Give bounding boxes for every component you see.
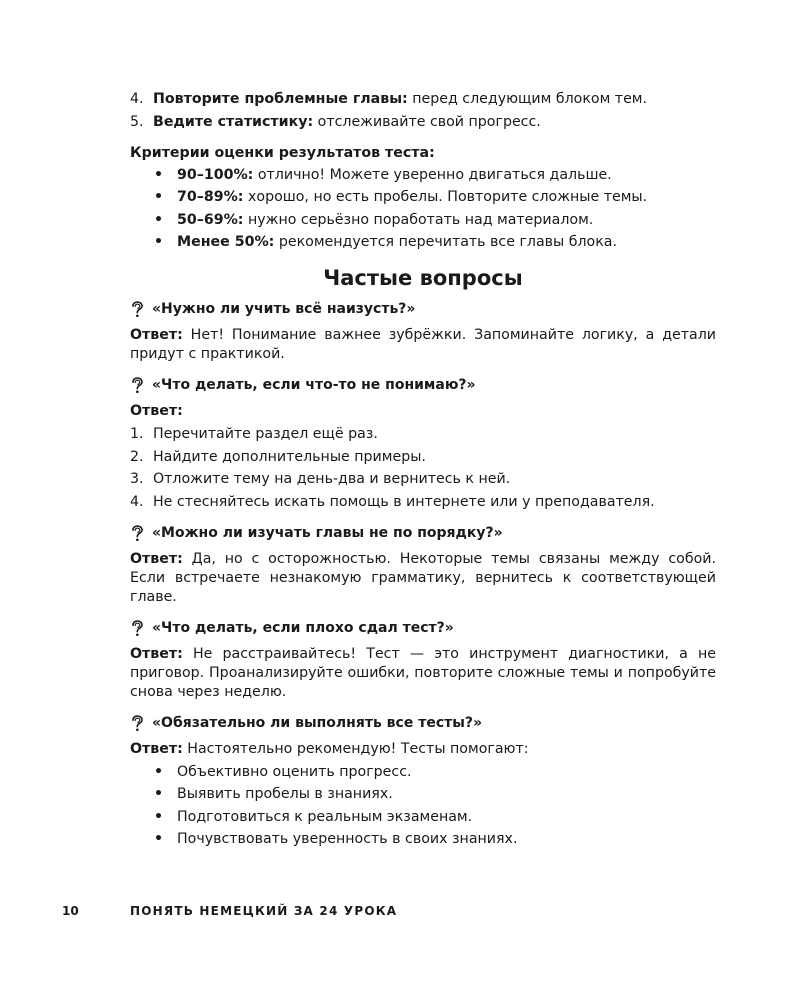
question-mark-icon: [130, 620, 145, 637]
faq-answer-label: Ответ:: [130, 403, 183, 419]
question-mark-icon: [130, 715, 145, 732]
faq-question: «Обязательно ли выполнять все тесты?»: [130, 714, 716, 733]
list-item: 4. Не стесняйтесь искать помощь в интернете или у преподавателя.: [130, 493, 655, 510]
faq-steps-list: [130, 425, 716, 512]
page-footer: [62, 904, 397, 918]
page-content: [130, 90, 716, 853]
list-item: • 90–100%: отлично! Можете уверенно двигаться дальше.: [154, 166, 612, 183]
list-item: • Объективно оценить прогресс.: [154, 763, 412, 780]
faq-answer: Ответ: Нет! Понимание важнее зубрёжки. Запоминайте логику, а детали придут с практикой.: [130, 327, 716, 362]
faq-question: «Можно ли изучать главы не по порядку?»: [130, 524, 716, 543]
list-item: • 50–69%: нужно серьёзно поработать над материалом.: [154, 211, 594, 228]
faq-bullets-list: [130, 763, 716, 850]
criteria-title: Критерии оценки результатов теста:: [130, 144, 435, 161]
faq-question: «Что делать, если что-то не понимаю?»: [130, 376, 716, 395]
criteria-list: [130, 166, 716, 253]
list-item: 1. Перечитайте раздел ещё раз.: [130, 426, 378, 442]
question-mark-icon: [130, 377, 145, 394]
list-item: • 70–89%: хорошо, но есть пробелы. Повторите сложные темы.: [154, 189, 648, 205]
list-item: 2. Найдите дополнительные примеры.: [130, 448, 426, 465]
faq-title: Частые вопросы: [323, 266, 523, 290]
list-item: 5. Ведите статистику: отслеживайте свой прогресс.: [130, 113, 541, 130]
book-title: ПОНЯТЬ НЕМЕЦКИЙ ЗА 24 УРОКА: [130, 904, 398, 918]
faq-question: «Что делать, если плохо сдал тест?»: [130, 619, 716, 638]
question-mark-icon: [130, 301, 145, 318]
page-number: 10: [62, 904, 79, 918]
question-mark-icon: [130, 525, 145, 542]
list-item: 3. Отложите тему на день-два и вернитесь к ней.: [130, 471, 511, 487]
list-item: • Менее 50%: рекомендуется перечитать все главы блока.: [154, 234, 617, 250]
faq-answer: Ответ: Не расстраивайтесь! Тест — это инструмент диагностики, а не приговор. Проанализируйте ошибки, повторите сложные темы и попробуйте снова через неделю.: [130, 645, 716, 700]
list-item: • Подготовиться к реальным экзаменам.: [154, 808, 473, 825]
list-item: 4. Повторите проблемные главы: перед следующим блоком тем.: [130, 91, 648, 107]
list-item: • Почувствовать уверенность в своих знаниях.: [154, 831, 518, 847]
list-item: • Выявить пробелы в знаниях.: [154, 786, 393, 802]
faq-question: «Нужно ли учить всё наизусть?»: [130, 300, 716, 319]
top-numbered-list: [130, 90, 716, 132]
faq-answer: Ответ: Настоятельно рекомендую! Тесты помогают:: [130, 740, 529, 757]
faq-answer: Ответ: Да, но с осторожностью. Некоторые темы связаны между собой. Если встречаете незнакомую грамматику, вернитесь к соответствующей главе.: [130, 550, 716, 605]
